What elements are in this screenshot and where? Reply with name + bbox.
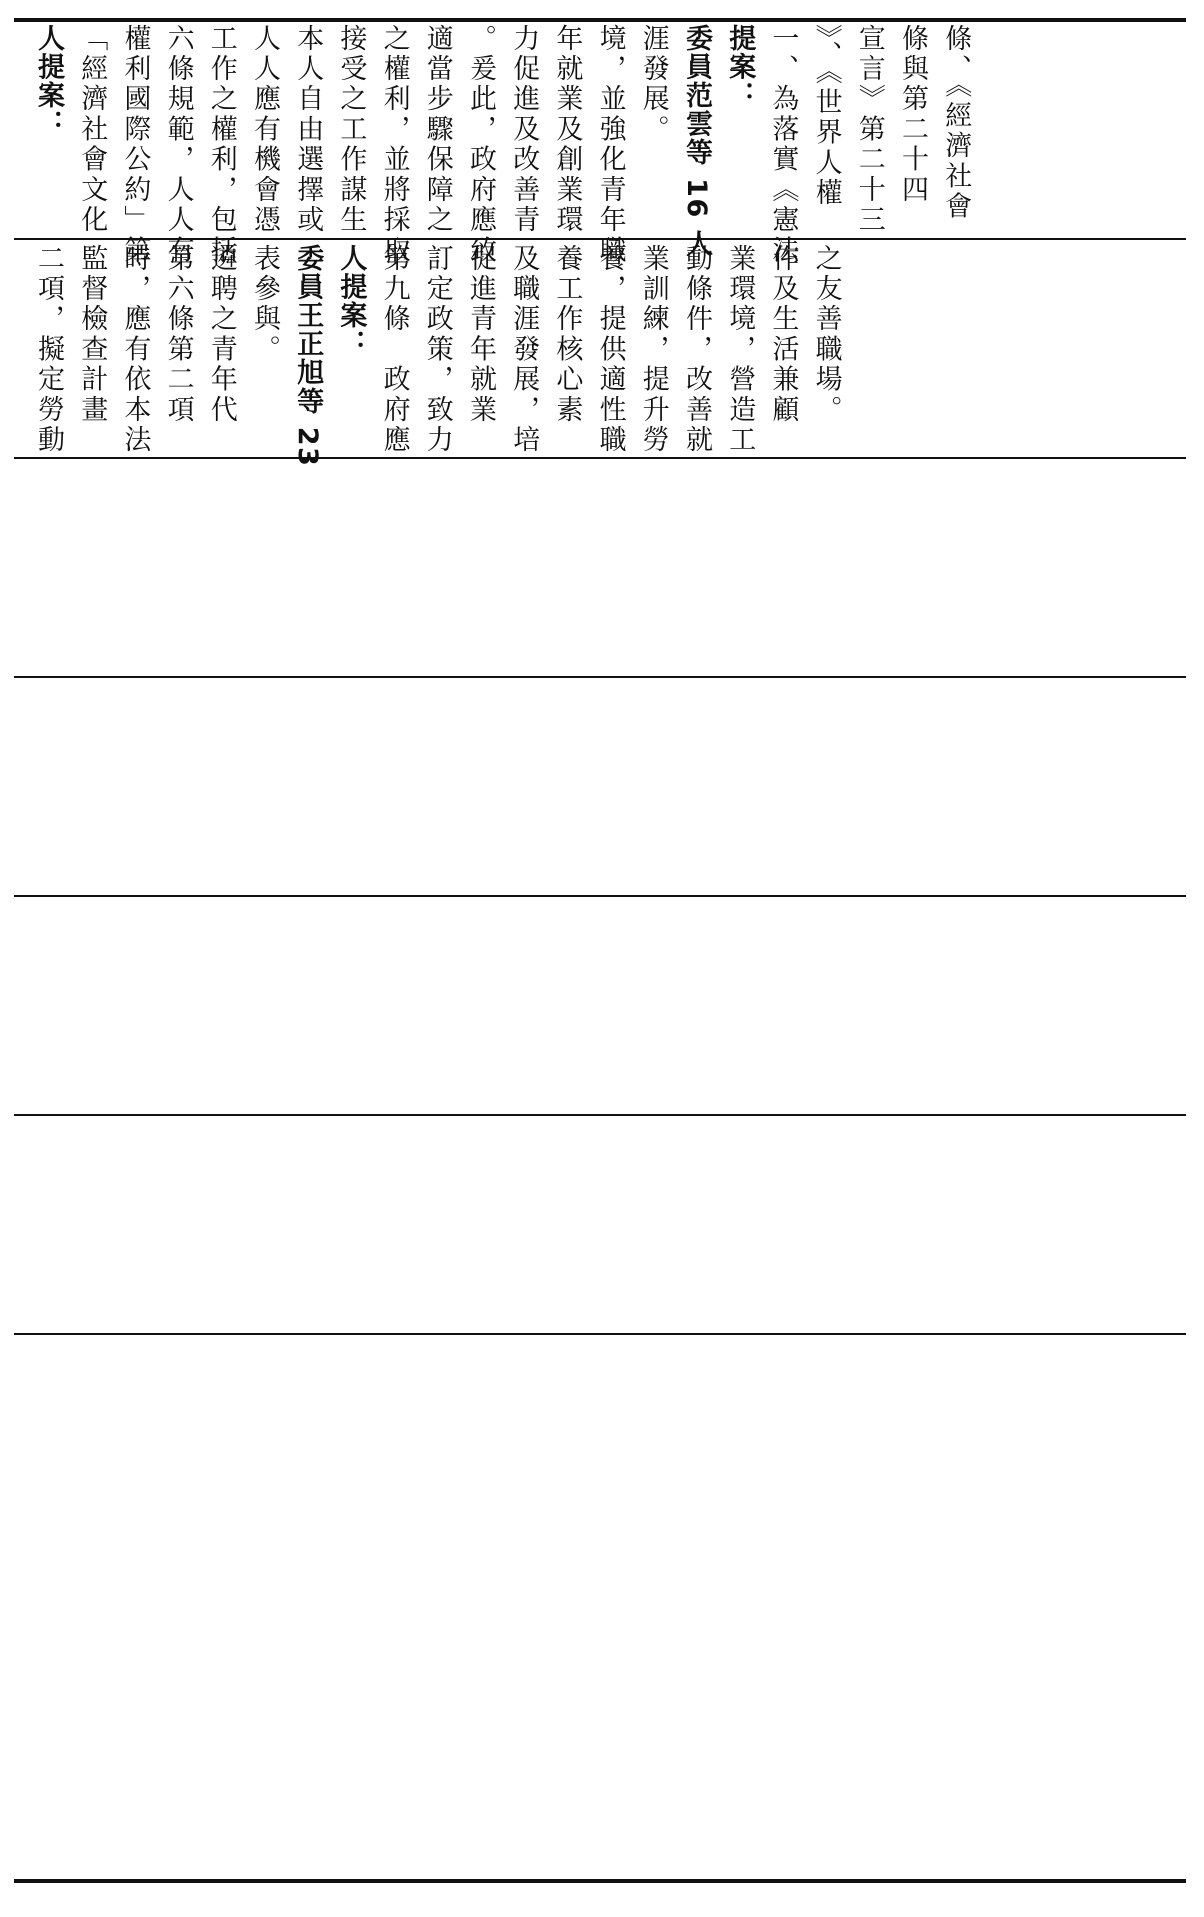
table-top-rule — [14, 18, 1186, 22]
text-column: 遴聘之青年代 — [205, 244, 237, 426]
text-column: 提案： — [724, 24, 756, 110]
text-column: 人提案： — [33, 24, 64, 139]
table-row-divider — [14, 895, 1186, 897]
text-column: 。爰此，政府應致 — [465, 24, 496, 266]
table-bottom-rule — [14, 1879, 1186, 1883]
table-row-divider — [14, 676, 1186, 678]
text-column: 條與第二十四 — [897, 24, 928, 206]
text-column: 促進青年就業 — [465, 244, 496, 426]
text-column: 年就業及創業環 — [551, 24, 583, 236]
text-column: 時，應有依本法 — [119, 244, 151, 456]
text-column: 力促進及改善青 — [508, 24, 540, 236]
text-column: 六條規範，人人有 — [162, 24, 194, 266]
table-row-1 — [14, 24, 1186, 266]
text-column: 條、《經濟社會 — [940, 24, 972, 223]
table-row-6 — [14, 1120, 1186, 1332]
text-column: 業環境，營造工 — [724, 244, 756, 456]
text-column: 人提案： — [335, 244, 367, 359]
text-column: 之友善職場。 — [810, 244, 842, 426]
text-column: 二項，擬定勞動 — [33, 244, 64, 456]
text-column: 之權利，並將採取 — [378, 24, 410, 266]
table-row-divider — [14, 1333, 1186, 1335]
table-row-7 — [14, 1339, 1186, 1877]
text-column: 作及生活兼顧 — [767, 244, 799, 426]
text-column: 表參與。 — [249, 244, 280, 365]
text-column: 涯發展。 — [637, 24, 669, 145]
text-column: 接受之工作謀生 — [335, 24, 367, 236]
table-row-3 — [14, 463, 1186, 675]
text-column: 養工作核心素 — [551, 244, 583, 426]
text-column: 監督檢查計畫 — [76, 244, 108, 426]
text-column: 「經濟社會文化 — [76, 24, 108, 236]
text-column: 委員王正旭等 23 — [292, 244, 324, 468]
text-column: 養，提供適性職 — [594, 244, 626, 456]
text-column: 及職涯發展，培 — [508, 244, 540, 456]
text-column: 人人應有機會憑 — [249, 24, 280, 236]
text-column: 動條件，改善就 — [681, 244, 712, 456]
text-column: 宣言》第二十三 — [853, 24, 885, 236]
text-column: 權利國際公約」第 — [119, 24, 151, 266]
text-column: 第六條第二項 — [162, 244, 194, 426]
table-row-2 — [14, 244, 1186, 468]
text-column: 委員范雲等 16 人 — [681, 24, 712, 259]
text-column: 工作之權利，包括 — [205, 24, 237, 266]
text-column: 訂定政策，致力 — [421, 244, 453, 456]
table-row-divider — [14, 1114, 1186, 1116]
text-column: 》、《世界人權 — [810, 24, 842, 209]
text-column: 本人自由選擇或 — [292, 24, 324, 236]
table-row-4 — [14, 682, 1186, 894]
text-column: 第九條 政府應 — [378, 244, 410, 456]
text-column: 業訓練，提升勞 — [637, 244, 669, 456]
text-column: 境，並強化青年職 — [594, 24, 626, 266]
table-row-5 — [14, 901, 1186, 1113]
text-column: 一、為落實《憲法 — [767, 24, 799, 266]
text-column: 適當步驟保障之 — [421, 24, 453, 236]
table-row-divider — [14, 457, 1186, 459]
